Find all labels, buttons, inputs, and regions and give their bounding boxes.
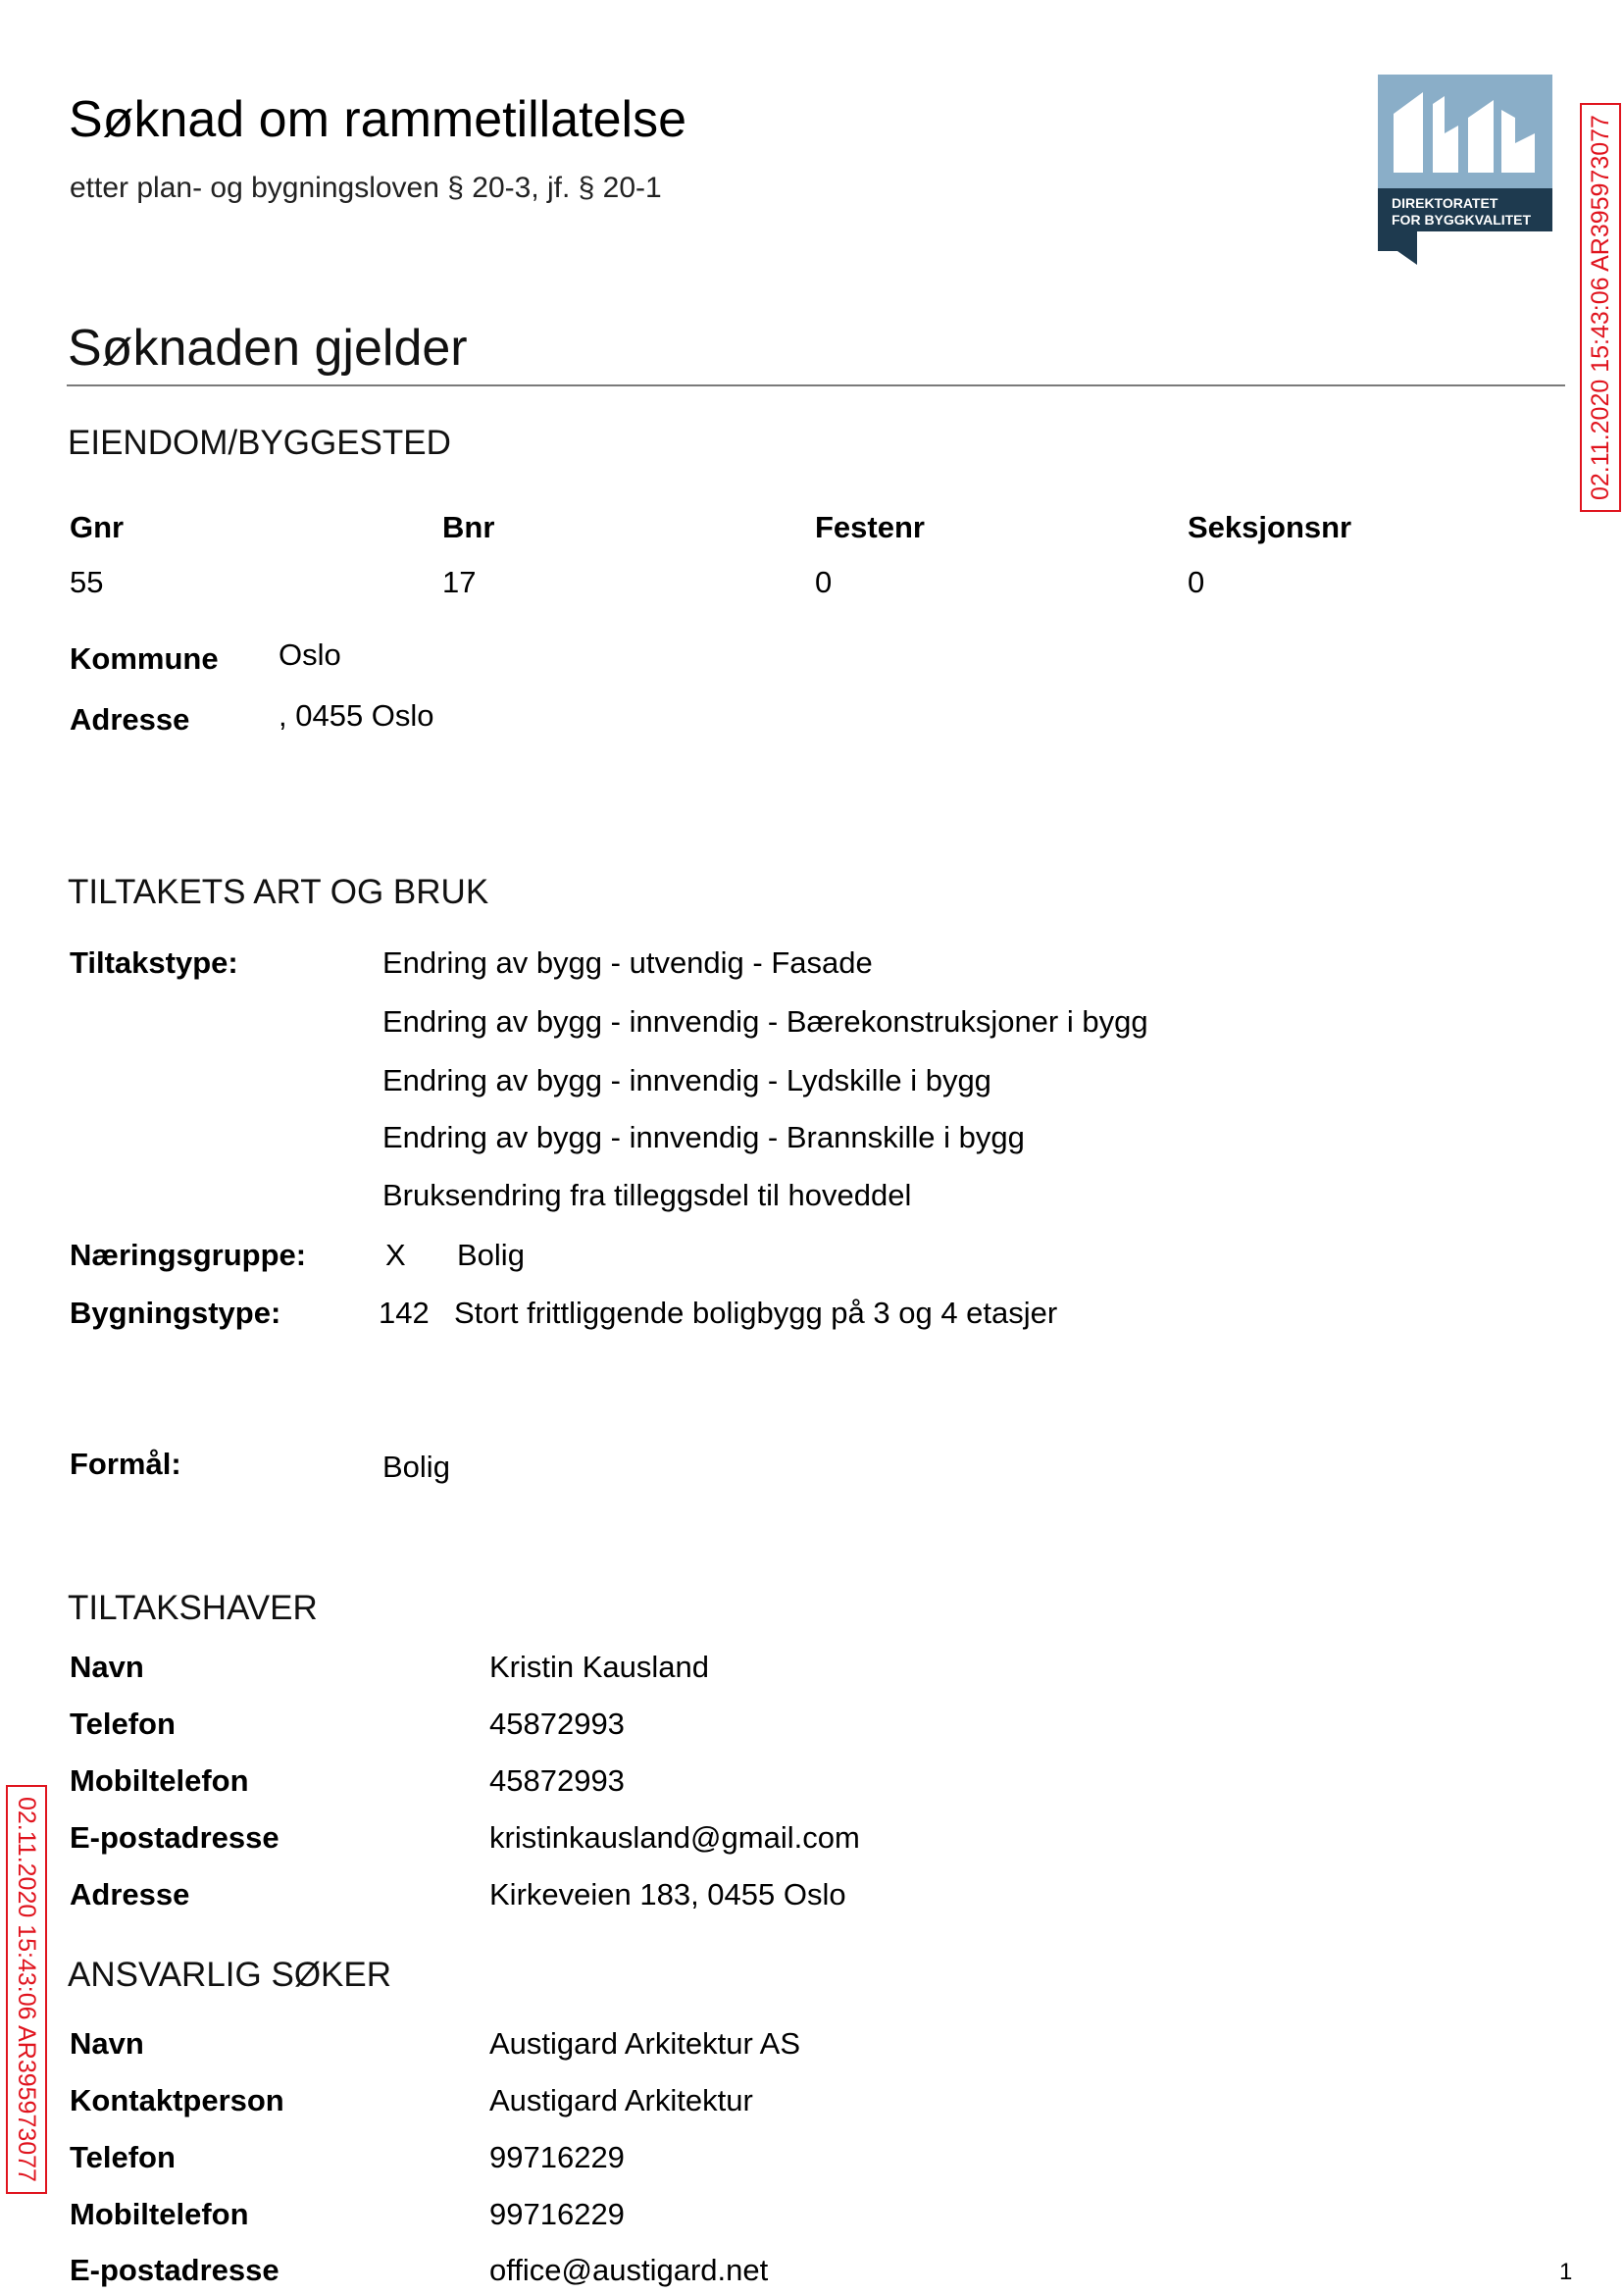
soker-mobil-label: Mobiltelefon: [70, 2197, 249, 2231]
festenr-value: 0: [815, 565, 833, 599]
soker-telefon-label: Telefon: [70, 2140, 176, 2174]
date-stamp-left: [6, 1785, 47, 2194]
gnr-label: Gnr: [70, 510, 125, 544]
tiltakshaver-navn-value: Kristin Kausland: [489, 1650, 710, 1684]
dibk-logo-icon: [1378, 75, 1552, 265]
tiltakstype-item: Endring av bygg - innvendig - Bærekonstruksjoner i bygg: [382, 1004, 1148, 1039]
soker-epost-value: office@austigard.net: [489, 2253, 769, 2287]
logo-tab: [1378, 231, 1417, 265]
tiltakstype-item: Endring av bygg - innvendig - Lydskille i bygg: [382, 1063, 991, 1097]
bygningstype-label: Bygningstype:: [70, 1296, 281, 1330]
tiltakshaver-adresse-label: Adresse: [70, 1877, 190, 1912]
seksjonsnr-value: 0: [1188, 565, 1205, 599]
naeringsgruppe-label: Næringsgruppe:: [70, 1238, 307, 1272]
bnr-label: Bnr: [442, 510, 495, 544]
formal-value: Bolig: [382, 1450, 450, 1484]
tiltakshaver-telefon-value: 45872993: [489, 1707, 625, 1741]
kommune-label: Kommune: [70, 641, 219, 676]
tiltakshaver-mobil-label: Mobiltelefon: [70, 1763, 249, 1798]
tiltakshaver-mobil-value: 45872993: [489, 1763, 625, 1798]
tiltakstype-item: Endring av bygg - utvendig - Fasade: [382, 945, 873, 980]
naeringsgruppe-value: Bolig: [457, 1238, 525, 1272]
soker-epost-label: E-postadresse: [70, 2253, 279, 2287]
tiltakstype-item: Bruksendring fra tilleggsdel til hoveddel: [382, 1178, 912, 1212]
stamp-text: 02.11.2020 15:43:06 AR395973077: [13, 1797, 40, 2182]
naeringsgruppe-code: X: [385, 1238, 406, 1272]
document-title: Søknad om rammetillatelse: [69, 91, 686, 148]
seksjonsnr-label: Seksjonsnr: [1188, 510, 1352, 544]
soker-navn-value: Austigard Arkitektur AS: [489, 2026, 801, 2061]
stamp-text: 02.11.2020 15:43:06 AR395973077: [1587, 115, 1614, 500]
logo-text-1: DIREKTORATET: [1392, 195, 1498, 211]
dibk-logo: [1378, 75, 1552, 265]
eiendom-heading: EIENDOM/BYGGESTED: [68, 424, 451, 462]
soker-kontaktperson-value: Austigard Arkitektur: [489, 2083, 753, 2117]
tiltakshaver-adresse-value: Kirkeveien 183, 0455 Oslo: [489, 1877, 846, 1912]
bygningstype-value: Stort frittliggende boligbygg på 3 og 4 etasjer: [454, 1296, 1058, 1330]
tiltakshaver-epost-value: kristinkausland@gmail.com: [489, 1820, 860, 1855]
gnr-value: 55: [70, 565, 104, 599]
tiltakstype-item: Endring av bygg - innvendig - Brannskille i bygg: [382, 1120, 1025, 1154]
ansvarlig-soker-heading: ANSVARLIG SØKER: [68, 1956, 392, 1994]
tiltakshaver-epost-label: E-postadresse: [70, 1820, 279, 1855]
tiltakshaver-navn-label: Navn: [70, 1650, 144, 1684]
soker-mobil-value: 99716229: [489, 2197, 625, 2231]
date-stamp-right: [1580, 103, 1621, 512]
adresse-value: , 0455 Oslo: [279, 698, 434, 733]
soker-navn-label: Navn: [70, 2026, 144, 2061]
tiltakshaver-telefon-label: Telefon: [70, 1707, 176, 1741]
logo-text-2: FOR BYGGKVALITET: [1392, 212, 1532, 228]
page-number: 1: [1559, 2259, 1573, 2285]
soker-kontaktperson-label: Kontaktperson: [70, 2083, 284, 2117]
tiltak-heading: TILTAKETS ART OG BRUK: [68, 873, 489, 911]
document-subtitle: etter plan- og bygningsloven § 20-3, jf. § 20-1: [70, 172, 662, 204]
festenr-label: Festenr: [815, 510, 925, 544]
adresse-label: Adresse: [70, 702, 190, 737]
bygningstype-code: 142: [379, 1296, 430, 1330]
kommune-value: Oslo: [279, 637, 341, 672]
formal-label: Formål:: [70, 1447, 181, 1481]
section-title: Søknaden gjelder: [68, 320, 468, 377]
section-divider: [67, 384, 1565, 386]
tiltakstype-label: Tiltakstype:: [70, 945, 238, 980]
bnr-value: 17: [442, 565, 477, 599]
soker-telefon-value: 99716229: [489, 2140, 625, 2174]
tiltakshaver-heading: TILTAKSHAVER: [68, 1589, 318, 1627]
